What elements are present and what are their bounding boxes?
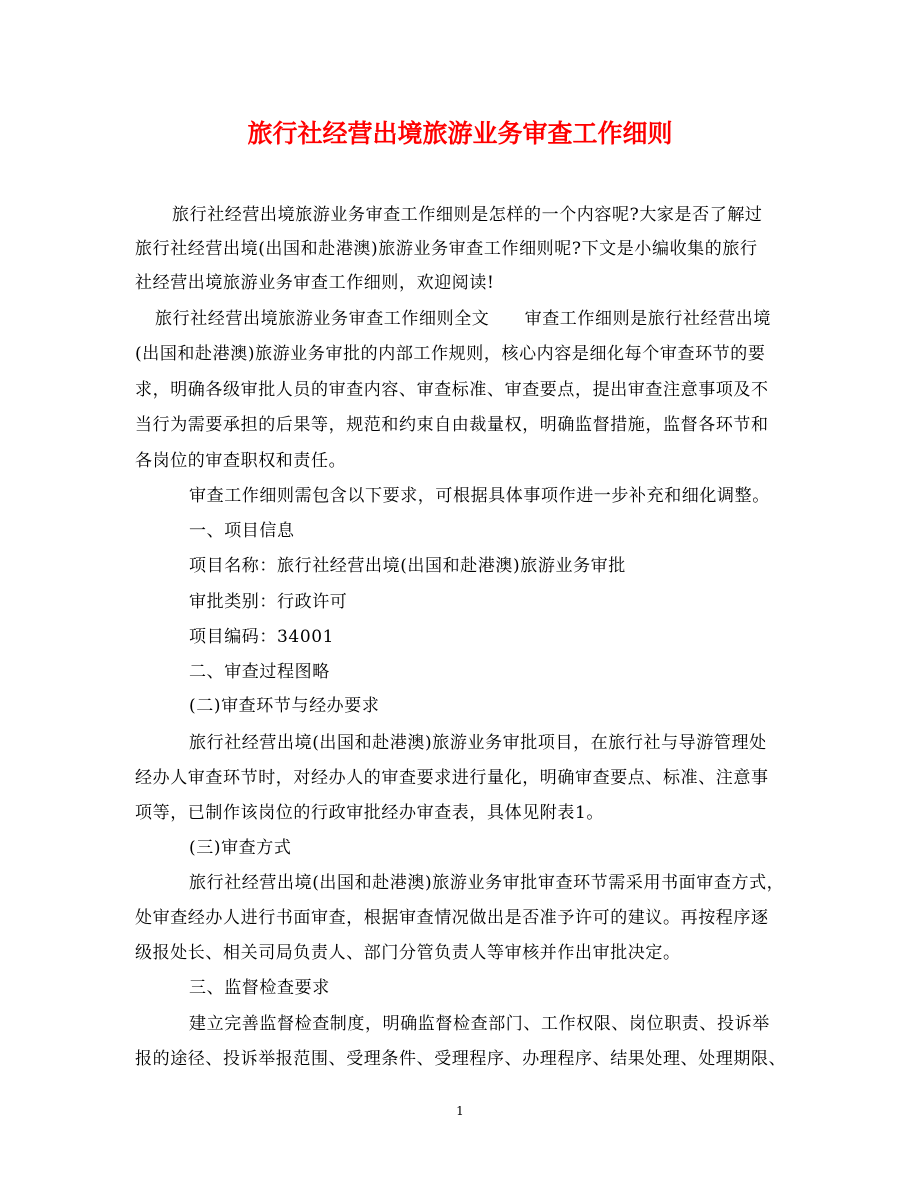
body-line: 项等，已制作该岗位的行政审批经办审查表，具体见附表1。 bbox=[135, 803, 605, 823]
body-line: 旅行社经营出境(出国和赴港澳)旅游业务审批项目，在旅行社与导游管理处 bbox=[189, 733, 767, 753]
subsection-heading: (二)审查环节与经办要求 bbox=[189, 696, 380, 716]
body-line: 经办人审查环节时，对经办人的审查要求进行量化，明确审查要点、标准、注意事 bbox=[135, 768, 769, 788]
body-line: 旅行社经营出境(出国和赴港澳)旅游业务审批审查环节需采用书面审查方式， bbox=[189, 873, 785, 893]
body-line: 项目名称：旅行社经营出境(出国和赴港澳)旅游业务审批 bbox=[189, 556, 626, 576]
body-line: 级报处长、相关司局负责人、部门分管负责人等审核并作出审批决定。 bbox=[135, 943, 681, 963]
body-line: 旅行社经营出境(出国和赴港澳)旅游业务审查工作细则呢?下文是小编收集的旅行 bbox=[135, 239, 758, 259]
body-line: 当行为需要承担的后果等，规范和约束自由裁量权，明确监督措施，监督各环节和 bbox=[135, 415, 769, 435]
body-line: 各岗位的审查职权和责任。 bbox=[135, 451, 347, 471]
body-line: 旅行社经营出境旅游业务审查工作细则是怎样的一个内容呢?大家是否了解过 bbox=[172, 205, 763, 225]
section-heading: 一、项目信息 bbox=[189, 521, 295, 541]
section-heading: 三、监督检查要求 bbox=[189, 978, 330, 998]
subsection-heading: (三)审查方式 bbox=[189, 838, 292, 858]
body-line: 审批类别：行政许可 bbox=[189, 592, 348, 612]
body-line: 社经营出境旅游业务审查工作细则，欢迎阅读! bbox=[135, 273, 495, 293]
body-line: 求，明确各级审批人员的审查内容、审查标准、审查要点，提出审查注意事项及不 bbox=[135, 380, 769, 400]
section-heading: 二、审查过程图略 bbox=[189, 662, 330, 682]
body-line: 旅行社经营出境旅游业务审查工作细则全文 审查工作细则是旅行社经营出境 bbox=[155, 309, 771, 329]
body-line: 项目编码：34001 bbox=[189, 627, 335, 647]
body-line: 审查工作细则需包含以下要求，可根据具体事项作进一步补充和细化调整。 bbox=[189, 486, 770, 506]
body-line: 处审查经办人进行书面审查，根据审查情况做出是否准予许可的建议。再按程序逐 bbox=[135, 908, 769, 928]
document-title: 旅行社经营出境旅游业务审查工作细则 bbox=[247, 119, 673, 148]
body-line: (出国和赴港澳)旅游业务审批的内部工作规则，核心内容是细化每个审查环节的要 bbox=[135, 344, 766, 364]
page-number: 1 bbox=[456, 1104, 464, 1118]
body-line: 建立完善监督检查制度，明确监督检查部门、工作权限、岗位职责、投诉举 bbox=[189, 1014, 770, 1034]
body-line: 报的途径、投诉举报范围、受理条件、受理程序、办理程序、结果处理、处理期限、 bbox=[135, 1049, 787, 1069]
